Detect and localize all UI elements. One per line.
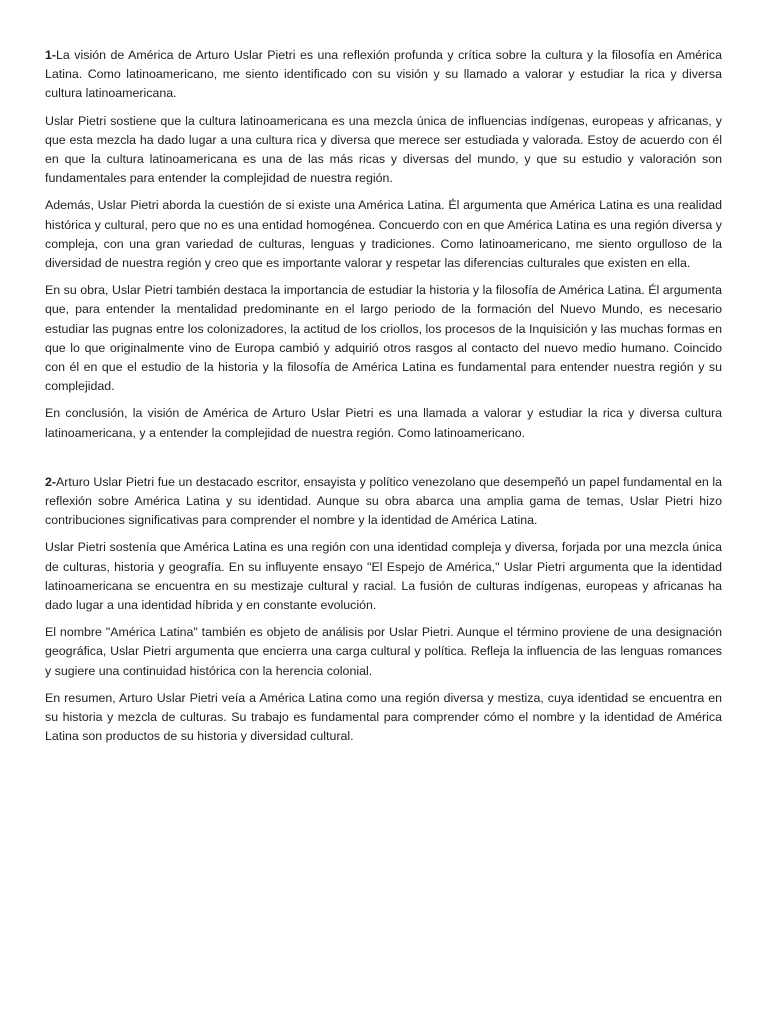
paragraph [45, 473, 722, 531]
paragraph: Además, Uslar Pietri aborda la cuestión de si existe una América Latina. Él argumenta que América Latina es una realidad histórica y cultural, pero que no es una entidad homogénea. Concuerdo con en que América Latina es una región diversa y compleja, con una gran variedad de culturas, lenguas y tradiciones. Como latinoamericano, me siento orgulloso de la diversidad de nuestra región y creo que es importante valorar y respetar las diferencias culturales que existen en ella. [45, 198, 722, 271]
paragraph-text: La visión de América de Arturo Uslar Pietri es una reflexión profunda y crítica sobre la cultura y la filosofía en América Latina. Como latinoamericano, me siento identificado con su visión y su llamado a valorar y estudiar la rica y diversa cultura latinoamericana. [45, 48, 722, 101]
document-page [45, 46, 722, 755]
paragraph: En conclusión, la visión de América de Arturo Uslar Pietri es una llamada a valorar y estudiar la rica y diversa cultura latinoamericana, y a entender la complejidad de nuestra región. Como latinoamericano. [45, 406, 722, 440]
section-1 [45, 46, 722, 443]
paragraph [45, 46, 722, 104]
section-2 [45, 473, 722, 747]
paragraph-text: Arturo Uslar Pietri fue un destacado escritor, ensayista y político venezolano que desempeñó un papel fundamental en la reflexión sobre América Latina y su identidad. Aunque su obra abarca una amplia gama de temas, Uslar Pietri hizo contribuciones significativas para comprender el nombre y la identidad de América Latina. [45, 474, 722, 528]
section-number: 2- [45, 474, 57, 489]
paragraph: Uslar Pietri sostiene que la cultura latinoamericana es una mezcla única de influencias indígenas, europeas y africanas, y que esta mezcla ha dado lugar a una cultura rica y diversa que merece ser estudiada y valorada. Estoy de acuerdo con él en que la cultura latinoamericana es una de las más ricas y diversas del mundo, y que su estudio y valoración son fundamentales para entender la complejidad de nuestra región. [45, 113, 722, 186]
paragraph: Uslar Pietri sostenía que América Latina es una región con una identidad compleja y diversa, forjada por una mezcla única de culturas, historia y geografía. En su influyente ensayo "El Espejo de América," Uslar Pietri argumenta que la identidad latinoamericana se encuentra en su mestizaje cultural y racial. La fusión de culturas indígenas, europeas y africanas ha dado lugar a una identidad híbrida y en constante evolución. [45, 540, 722, 613]
paragraph: En resumen, Arturo Uslar Pietri veía a América Latina como una región diversa y mestiza, cuya identidad se encuentra en su historia y mezcla de culturas. Su trabajo es fundamental para comprender cómo el nombre y la identidad de América Latina son productos de su historia y diversidad cultural. [45, 690, 722, 744]
paragraph: El nombre "América Latina" también es objeto de análisis por Uslar Pietri. Aunque el término proviene de una designación geográfica, Uslar Pietri argumenta que encierra una carga cultural y política. Refleja la influencia de las lenguas romances y sugiere una continuidad histórica con la herencia colonial. [45, 625, 722, 678]
section-number: 1- [45, 48, 57, 62]
paragraph: En su obra, Uslar Pietri también destaca la importancia de estudiar la historia y la filosofía de América Latina. Él argumenta que, para entender la mentalidad predominante en el largo periodo de la formación del Nuevo Mundo, es necesario estudiar las pugnas entre los colonizadores, la actitud de los criollos, los procesos de la Inquisición y las muchas formas en que lo que originalmente vino de Europa cambió y adquirió otros rasgos al contacto del nuevo medio humano. Coincido con él en que el estudio de la historia y la filosofía de América Latina es fundamental para entender nuestra región y su complejidad. [45, 283, 722, 394]
